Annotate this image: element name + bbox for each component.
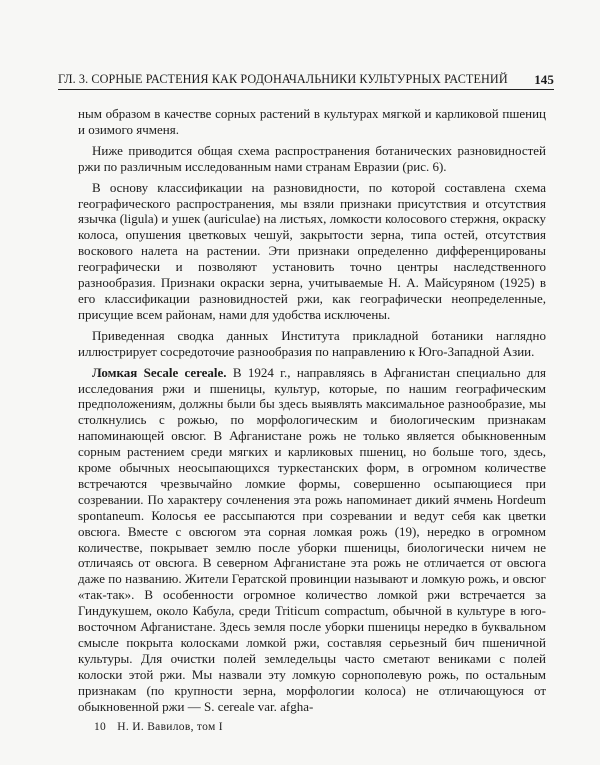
page-footer xyxy=(94,721,223,733)
section-paragraph xyxy=(78,365,546,715)
paragraph: Приведенная сводка данных Института прикладной ботаники наглядно иллюстрирует сосредоточие разнообразия по направлению к Юго-Западной Азии. xyxy=(78,327,546,359)
sheet-number: 10 xyxy=(94,721,107,733)
page-number: 145 xyxy=(534,72,554,87)
running-title: ГЛ. 3. СОРНЫЕ РАСТЕНИЯ КАК РОДОНАЧАЛЬНИКИ КУЛЬТУРНЫХ РАСТЕНИЙ xyxy=(58,72,508,86)
paragraph: В основу классификации на разновидности, по которой составлена схема географического распространения, мы взяли признаки присутствия и отсутствия язычка (ligula) и ушек (auriculae) на листьях, ломкости колосового стержня, окраску колоса, опушения цветковых чешуй, закрытости зерна, типа остей, отсутствия воскового налета на растении. Эти признаки определенно дифференцированы географически и позволяют установить точно центры наследственного разнообразия. Признаки окраски зерна, учитываемые Н. А. Майсуряном (1925) в его классификации разновидностей ржи, как географически неопределенные, присущие всем районам, нами для удобства исключены. xyxy=(78,179,546,322)
paragraph: Ниже приводится общая схема распространения ботанических разновидностей ржи по различным исследованным нами странам Евразии (рис. 6). xyxy=(78,142,546,174)
section-title: Ломкая Secale cereale. xyxy=(92,364,227,380)
running-header xyxy=(58,72,554,90)
section-text: В 1924 г., направляясь в Афганистан специально для исследования ржи и пшеницы, культур, которые, по нашим географическим предположениям, должны были бы здесь выявлять максимальное разнообразие, мы столкнулись с рожью, по морфологическим и биологическим признакам напоминающей овсюг. В Афганистане рожь не только является обыкновенным сорным растением среди мягких и карликовых пшениц, но больше того, здесь, кроме обычных неосыпающихся туркестанских форм, в огромном количестве встречаются чрезвычайно ломкие формы, совершенно осыпающиеся при созревании. По характеру сочленения эта рожь напоминает дикий ячмень Hordeum spontaneum. Колосья ее рассыпаются при созревании и ведут себя как цветки овсюга. Вместе с овсюгом эта сорная ломкая рожь (19), нередко в огромном количестве, покрывает землю после уборки пшеницы, биологически ничем не отличаясь от овсюга. В северном Афганистане эта рожь не отличается от овсюга даже по названию. Жители Гератской провинции называют и ломкую рожь, и овсюг «так-так». В особенности огромное количество ломкой ржи встречается за Гиндукушем, около Кабула, среди Triticum compactum, обычной в культуре в юго-восточном Афганистане. Здесь земля после уборки пшеницы нередко в буквальном смысле покрыта колосками ломкой ржи, составляя серьезный бич пшеничной культуры. Для очистки полей земледельцы часто сметают вениками с полей колоски этой ржи. Мы назвали эту ломкую сорнополевую рожь, по остальным признакам (по крупности зерна, морфологии колоса) не отличающуюся от обыкновенной ржи — S. cereale var. afgha- xyxy=(78,364,546,714)
page-body xyxy=(78,106,546,720)
paragraph: ным образом в качестве сорных растений в культурах мягкой и карликовой пшениц и озимого ячменя. xyxy=(78,106,546,137)
printer-signature: Н. И. Вавилов, том I xyxy=(117,721,223,733)
